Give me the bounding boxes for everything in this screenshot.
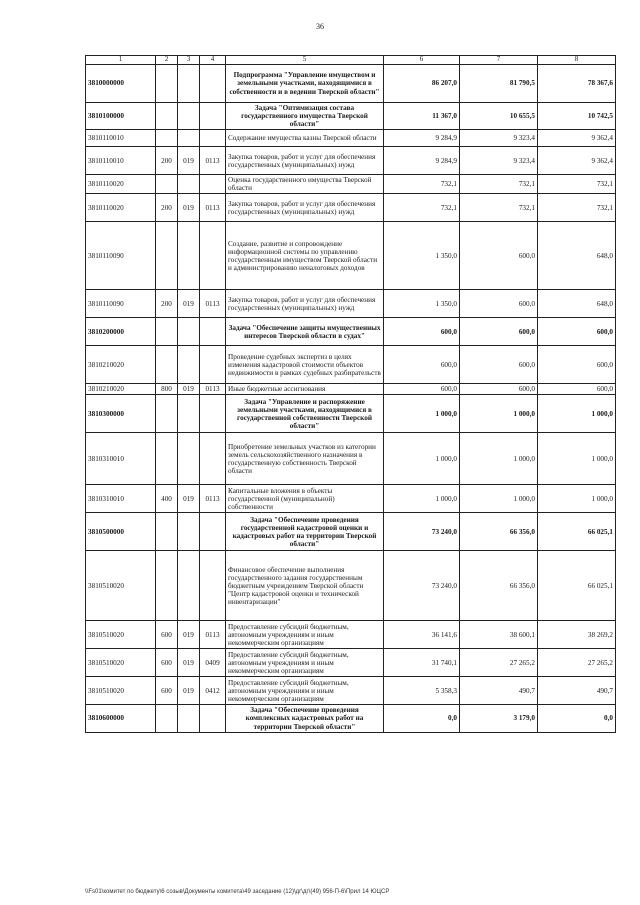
table-row [86,147,616,175]
row-code: 3810110020 [86,175,156,194]
header-cell: 5 [226,56,384,65]
row-value-col6: 732,1 [384,175,460,194]
table-row [86,384,616,395]
row-code: 3810110090 [86,290,156,318]
row-description: Капитальные вложения в объекты государственной (муниципальной) собственности [226,485,384,513]
row-exp-type [156,395,178,433]
row-ministry [178,175,200,194]
row-ministry: 019 [178,621,200,649]
row-value-col8: 9 362,4 [538,130,616,147]
row-value-col7: 10 655,5 [460,103,538,130]
row-section: 0113 [200,384,226,395]
row-value-col8: 732,1 [538,194,616,222]
row-exp-type: 600 [156,649,178,677]
row-value-col6: 31 740,1 [384,649,460,677]
row-value-col8: 9 362,4 [538,147,616,175]
row-exp-type [156,318,178,346]
row-section: 0113 [200,290,226,318]
row-section [200,433,226,485]
table-body [86,65,616,733]
row-exp-type [156,551,178,621]
row-ministry: 019 [178,485,200,513]
header-cell: 7 [460,56,538,65]
row-description: Приобретение земельных участков из категории земель сельскохозяйственного назначения в государственную собственность Тверской области [226,433,384,485]
row-value-col7: 600,0 [460,318,538,346]
row-description: Закупка товаров, работ и услуг для обеспечения государственных (муниципальных) нужд [226,290,384,318]
row-section [200,346,226,384]
row-code: 3810510020 [86,649,156,677]
row-ministry [178,130,200,147]
row-value-col6: 36 141,6 [384,621,460,649]
row-ministry: 019 [178,147,200,175]
header-cell: 1 [86,56,156,65]
row-code: 3810000000 [86,65,156,103]
row-value-col7: 66 356,0 [460,513,538,551]
row-description: Финансовое обеспечение выполнения государственного задания государственным бюджетным учреждением Тверской области "Центр кадастровой оценки и технической инвентаризации" [226,551,384,621]
row-value-col8: 648,0 [538,222,616,290]
row-description: Закупка товаров, работ и услуг для обеспечения государственных (муниципальных) нужд [226,147,384,175]
row-value-col8: 600,0 [538,384,616,395]
row-description: Задача "Обеспечение проведения государственной кадастровой оценки и кадастровых работ на территории Тверской области" [226,513,384,551]
row-value-col6: 1 000,0 [384,433,460,485]
row-code: 3810500000 [86,513,156,551]
table-row [86,103,616,130]
table-row [86,290,616,318]
row-code: 3810600000 [86,705,156,732]
footer-path: \\Fs01\комитет по бюджету\6 созыв\Документы комитета\49 заседание (12)\дг\дг\(49) 956-П-6\Прил 14 ЮЦСР [85,889,390,895]
row-section: 0113 [200,485,226,513]
header-cell: 3 [178,56,200,65]
row-value-col8: 1 000,0 [538,433,616,485]
row-exp-type [156,513,178,551]
row-value-col7: 9 323,4 [460,130,538,147]
table-row [86,395,616,433]
row-ministry [178,222,200,290]
row-value-col8: 27 265,2 [538,649,616,677]
table-row [86,433,616,485]
row-section [200,395,226,433]
row-value-col6: 600,0 [384,384,460,395]
row-ministry: 019 [178,649,200,677]
row-exp-type: 600 [156,677,178,705]
header-row [86,56,616,65]
row-code: 3810310010 [86,433,156,485]
row-exp-type [156,103,178,130]
row-value-col6: 73 240,0 [384,551,460,621]
row-value-col7: 600,0 [460,346,538,384]
row-section: 0113 [200,147,226,175]
row-section: 0412 [200,677,226,705]
row-code: 3810210020 [86,384,156,395]
row-value-col8: 600,0 [538,346,616,384]
table-row [86,175,616,194]
row-ministry [178,395,200,433]
row-ministry [178,705,200,732]
row-value-col7: 38 600,1 [460,621,538,649]
table-row [86,677,616,705]
row-ministry: 019 [178,384,200,395]
row-ministry [178,513,200,551]
row-value-col8: 1 000,0 [538,395,616,433]
table-row [86,194,616,222]
row-value-col7: 600,0 [460,384,538,395]
row-code: 3810510020 [86,551,156,621]
row-value-col7: 1 000,0 [460,485,538,513]
row-value-col8: 732,1 [538,175,616,194]
row-value-col8: 38 269,2 [538,621,616,649]
row-value-col7: 3 179,0 [460,705,538,732]
row-ministry: 019 [178,194,200,222]
row-section: 0113 [200,621,226,649]
row-value-col8: 1 000,0 [538,485,616,513]
row-exp-type [156,222,178,290]
row-value-col8: 600,0 [538,318,616,346]
row-section [200,65,226,103]
row-section [200,551,226,621]
row-description: Задача "Управление и распоряжение земельными участками, находящимися в государственной собственности Тверской области" [226,395,384,433]
row-value-col7: 81 790,5 [460,65,538,103]
row-exp-type: 800 [156,384,178,395]
table-row [86,485,616,513]
row-value-col6: 73 240,0 [384,513,460,551]
row-section: 0409 [200,649,226,677]
row-value-col8: 490,7 [538,677,616,705]
row-code: 3810110020 [86,194,156,222]
row-description: Задача "Обеспечение защиты имущественных интересов Тверской области в судах" [226,318,384,346]
row-exp-type [156,175,178,194]
row-code: 3810510020 [86,621,156,649]
row-description: Предоставление субсидий бюджетным, автономным учреждениям и иным некоммерческим организациям [226,677,384,705]
header-cell: 4 [200,56,226,65]
row-value-col7: 732,1 [460,175,538,194]
row-code: 3810110010 [86,130,156,147]
row-description: Содержание имущества казны Тверской области [226,130,384,147]
row-section [200,318,226,346]
row-exp-type [156,433,178,485]
row-ministry [178,433,200,485]
row-value-col8: 648,0 [538,290,616,318]
row-ministry [178,65,200,103]
table-row [86,621,616,649]
row-exp-type: 200 [156,194,178,222]
row-value-col6: 1 000,0 [384,395,460,433]
row-value-col6: 1 350,0 [384,290,460,318]
row-value-col6: 0,0 [384,705,460,732]
row-exp-type: 400 [156,485,178,513]
row-exp-type [156,130,178,147]
table-row [86,130,616,147]
row-section [200,222,226,290]
table-row [86,346,616,384]
header-cell: 8 [538,56,616,65]
table-row [86,513,616,551]
row-description: Закупка товаров, работ и услуг для обеспечения государственных (муниципальных) нужд [226,194,384,222]
row-value-col7: 600,0 [460,290,538,318]
row-value-col7: 9 323,4 [460,147,538,175]
row-value-col7: 600,0 [460,222,538,290]
row-section [200,175,226,194]
table-row [86,551,616,621]
row-value-col6: 600,0 [384,318,460,346]
row-ministry [178,318,200,346]
row-value-col8: 0,0 [538,705,616,732]
row-section [200,130,226,147]
row-ministry: 019 [178,290,200,318]
row-value-col6: 1 350,0 [384,222,460,290]
row-exp-type [156,705,178,732]
header-cell: 2 [156,56,178,65]
row-exp-type [156,346,178,384]
row-section [200,705,226,732]
row-value-col8: 78 367,6 [538,65,616,103]
row-value-col8: 66 025,1 [538,513,616,551]
table-row [86,649,616,677]
row-description: Оценка государственного имущества Тверской области [226,175,384,194]
row-description: Проведение судебных экспертиз в целях изменения кадастровой стоимости объектов недвижимости в рамках судебных разбирательств [226,346,384,384]
row-description: Создание, развитие и сопровождение информационной системы по управлению государственным имуществом Тверской области и администрированию неналоговых доходов [226,222,384,290]
row-section [200,103,226,130]
row-value-col7: 1 000,0 [460,433,538,485]
row-description: Подпрограмма "Управление имуществом и земельными участками, находящимися в собственности и в ведении Тверской области" [226,65,384,103]
row-value-col7: 490,7 [460,677,538,705]
row-value-col8: 66 025,1 [538,551,616,621]
row-value-col6: 9 284,9 [384,130,460,147]
table-row [86,222,616,290]
row-ministry [178,103,200,130]
row-value-col6: 11 367,0 [384,103,460,130]
page-number: 36 [316,22,324,31]
table-row [86,318,616,346]
row-description: Задача "Оптимизация состава государственного имущества Тверской области" [226,103,384,130]
row-ministry: 019 [178,677,200,705]
row-value-col6: 732,1 [384,194,460,222]
row-exp-type: 200 [156,290,178,318]
row-description: Иные бюджетные ассигнования [226,384,384,395]
row-exp-type: 600 [156,621,178,649]
row-code: 3810510020 [86,677,156,705]
row-value-col6: 9 284,9 [384,147,460,175]
row-description: Предоставление субсидий бюджетным, автономным учреждениям и иным некоммерческим организациям [226,649,384,677]
row-value-col6: 86 207,0 [384,65,460,103]
row-value-col8: 10 742,5 [538,103,616,130]
row-code: 3810210020 [86,346,156,384]
row-exp-type: 200 [156,147,178,175]
row-code: 3810200000 [86,318,156,346]
row-value-col7: 27 265,2 [460,649,538,677]
header-cell: 6 [384,56,460,65]
budget-table [85,55,616,733]
row-value-col7: 1 000,0 [460,395,538,433]
row-code: 3810100000 [86,103,156,130]
row-ministry [178,346,200,384]
row-value-col7: 66 356,0 [460,551,538,621]
table-row [86,65,616,103]
row-exp-type [156,65,178,103]
row-value-col6: 5 358,3 [384,677,460,705]
row-section: 0113 [200,194,226,222]
row-section [200,513,226,551]
row-value-col7: 732,1 [460,194,538,222]
row-description: Предоставление субсидий бюджетным, автономным учреждениям и иным некоммерческим организациям [226,621,384,649]
row-value-col6: 1 000,0 [384,485,460,513]
row-ministry [178,551,200,621]
row-value-col6: 600,0 [384,346,460,384]
row-description: Задача "Обеспечение проведения комплексных кадастровых работ на территории Тверской области" [226,705,384,732]
row-code: 3810300000 [86,395,156,433]
row-code: 3810310010 [86,485,156,513]
row-code: 3810110010 [86,147,156,175]
row-code: 3810110090 [86,222,156,290]
table-row [86,705,616,732]
